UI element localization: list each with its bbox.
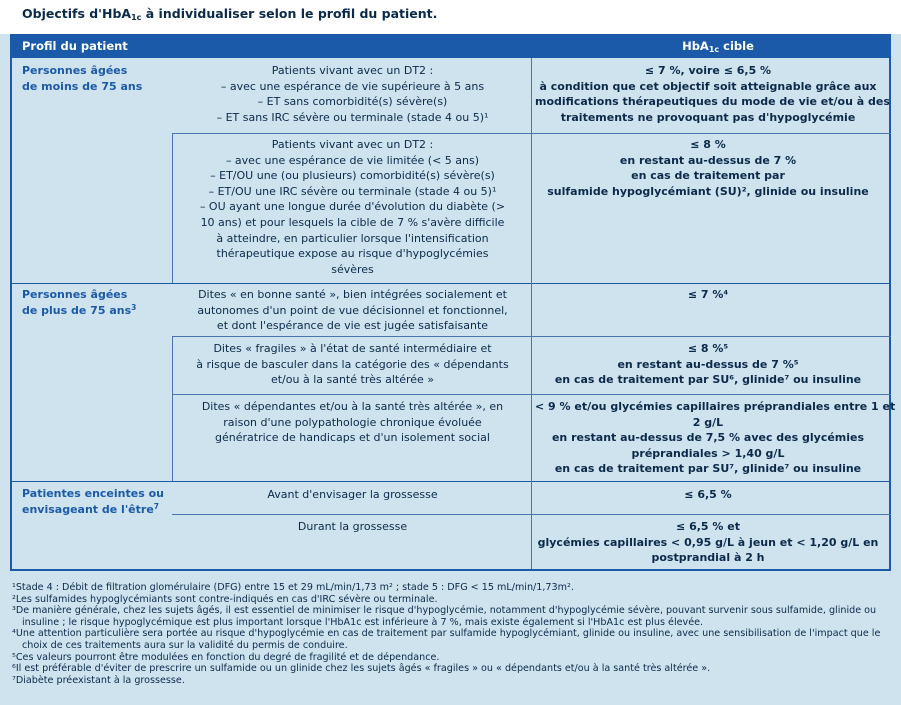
row-1-target: ≤ 7 %, voire ≤ 6,5 % à condition que cet objectif soit atteignable grâce aux modifications thérapeutiques du mode de vie et/ou à des traitements ne provoquant pas d'hypoglycémie bbox=[535, 64, 890, 124]
footnote: ³De manière générale, chez les sujets âgés, il est essentiel de minimiser le risque d'hypoglycémie, notamment d'hypoglycémie sévère, pouvant survenir sous sulfamide, glinide ou bbox=[12, 605, 877, 617]
row-5-profile: Dites « dépendantes et/ou à la santé très altérée », en raison d'une polypathologie chronique évoluée génératrice de handicaps et d'un isolement social bbox=[201, 400, 504, 445]
group-divider bbox=[10, 283, 891, 284]
row-7-profile: Durant la grossesse bbox=[297, 520, 408, 533]
group-label-pregnant: Patientes enceintes ou envisageant de l'être$^7$ bbox=[22, 487, 164, 516]
row-3-profile: Dites « en bonne santé », bien intégrées socialement et autonomes d'un point de vue décisionnel et fonctionnel, et dont l'espérance de vie est jugée satisfaisante bbox=[197, 288, 508, 333]
row-5-target: < 9 % et/ou glycémies capillaires préprandiales entre 1 et 2 g/L en restant au-dessus de 7,5 % avec des glycémies préprandiales > 1,40 g/L en cas de traitement par SU⁷, glinide⁷ ou insuline bbox=[535, 400, 896, 476]
row-6-profile: Avant d'envisager la grossesse bbox=[267, 488, 438, 501]
table-title: Objectifs d'HbA$_{1c}$ à individualiser selon le profil du patient. bbox=[0, 0, 901, 34]
header-profile: Profil du patient bbox=[22, 39, 128, 53]
footnote: ²Les sulfamides hypoglycémiants sont contre-indiqués en cas d'IRC sévère ou terminale. bbox=[12, 593, 438, 605]
group-label-under-75: Personnes âgées de moins de 75 ans bbox=[22, 64, 143, 93]
footnotes bbox=[12, 582, 892, 686]
header-target: HbA$_{1c}$ cible bbox=[682, 39, 754, 54]
group-divider bbox=[10, 481, 891, 482]
row-1-profile: Patients vivant avec un DT2 : – avec une espérance de vie supérieure à 5 ans – ET sans comorbidité(s) sévère(s) – ET sans IRC sévère ou terminale (stade 4 ou 5)¹ bbox=[216, 64, 489, 124]
row-6-target: ≤ 6,5 % bbox=[684, 488, 732, 501]
group-label-over-75: Personnes âgées de plus de 75 ans$^3$ bbox=[22, 288, 137, 317]
footnote: ⁵Ces valeurs pourront être modulées en fonction du degré de fragilité et de dépendance. bbox=[12, 651, 440, 663]
footnote: ¹Stade 4 : Débit de filtration glomérulaire (DFG) entre 15 et 29 mL/min/1,73 m² ; stade 5 : DFG < 15 mL/min/1,73m². bbox=[12, 582, 574, 593]
footnote: ⁶Il est préférable d'éviter de prescrire un sulfamide ou un glinide chez les sujets âgés « fragiles » ou « dépendants et/ou à la santé très altérée ». bbox=[12, 663, 711, 675]
row-7-target: ≤ 6,5 % et glycémies capillaires < 0,95 g/L à jeun et < 1,20 g/L en postprandial à 2 h bbox=[537, 520, 879, 565]
row-2-target: ≤ 8 % en restant au-dessus de 7 % en cas de traitement par sulfamide hypoglycémiant (SU)², glinide ou insuline bbox=[547, 138, 869, 198]
column-divider bbox=[172, 133, 173, 283]
row-4-profile: Dites « fragiles » à l'état de santé intermédiaire et à risque de basculer dans la catégorie des « dépendants et/ou à la santé très altérée » bbox=[196, 342, 509, 387]
column-divider bbox=[531, 58, 532, 569]
row-4-target: ≤ 8 %⁵ en restant au-dessus de 7 %⁵ en cas de traitement par SU⁶, glinide⁷ ou insuline bbox=[554, 342, 862, 387]
footnote: choix de ces traitements aura sur la validité du permis de conduire. bbox=[22, 639, 348, 651]
column-divider bbox=[172, 336, 173, 481]
footnote: ⁷Diabète préexistant à la grossesse. bbox=[12, 674, 185, 686]
row-3-target: ≤ 7 %⁴ bbox=[687, 288, 729, 301]
footnote: ⁴Une attention particulière sera portée au risque d'hypoglycémie en cas de traitement par sulfamide hypoglycémiant, glinide ou insuline, avec une sensibilisation de l'impact que le bbox=[12, 628, 881, 640]
row-2-profile: Patients vivant avec un DT2 : – avec une espérance de vie limitée (< 5 ans) – ET/OU une (ou plusieurs) comorbidité(s) sévère(s) – ET/OU une IRC sévère ou terminale (stade 4 ou 5)¹ – OU ayant une longue durée d'évolution du diabète (> 10 ans) et pour lesquels la cible de 7 % s'avère difficile à atteindre, en particulier lorsque l'intensification thérapeutique expose au risque d'hypoglycémies sévères bbox=[199, 138, 506, 276]
footnote: insuline ; le risque hypoglycémique est plus important lorsque l'HbA1c est inférieure à 7 %, mais existe également si l'HbA1c est plus élevée. bbox=[22, 616, 704, 628]
